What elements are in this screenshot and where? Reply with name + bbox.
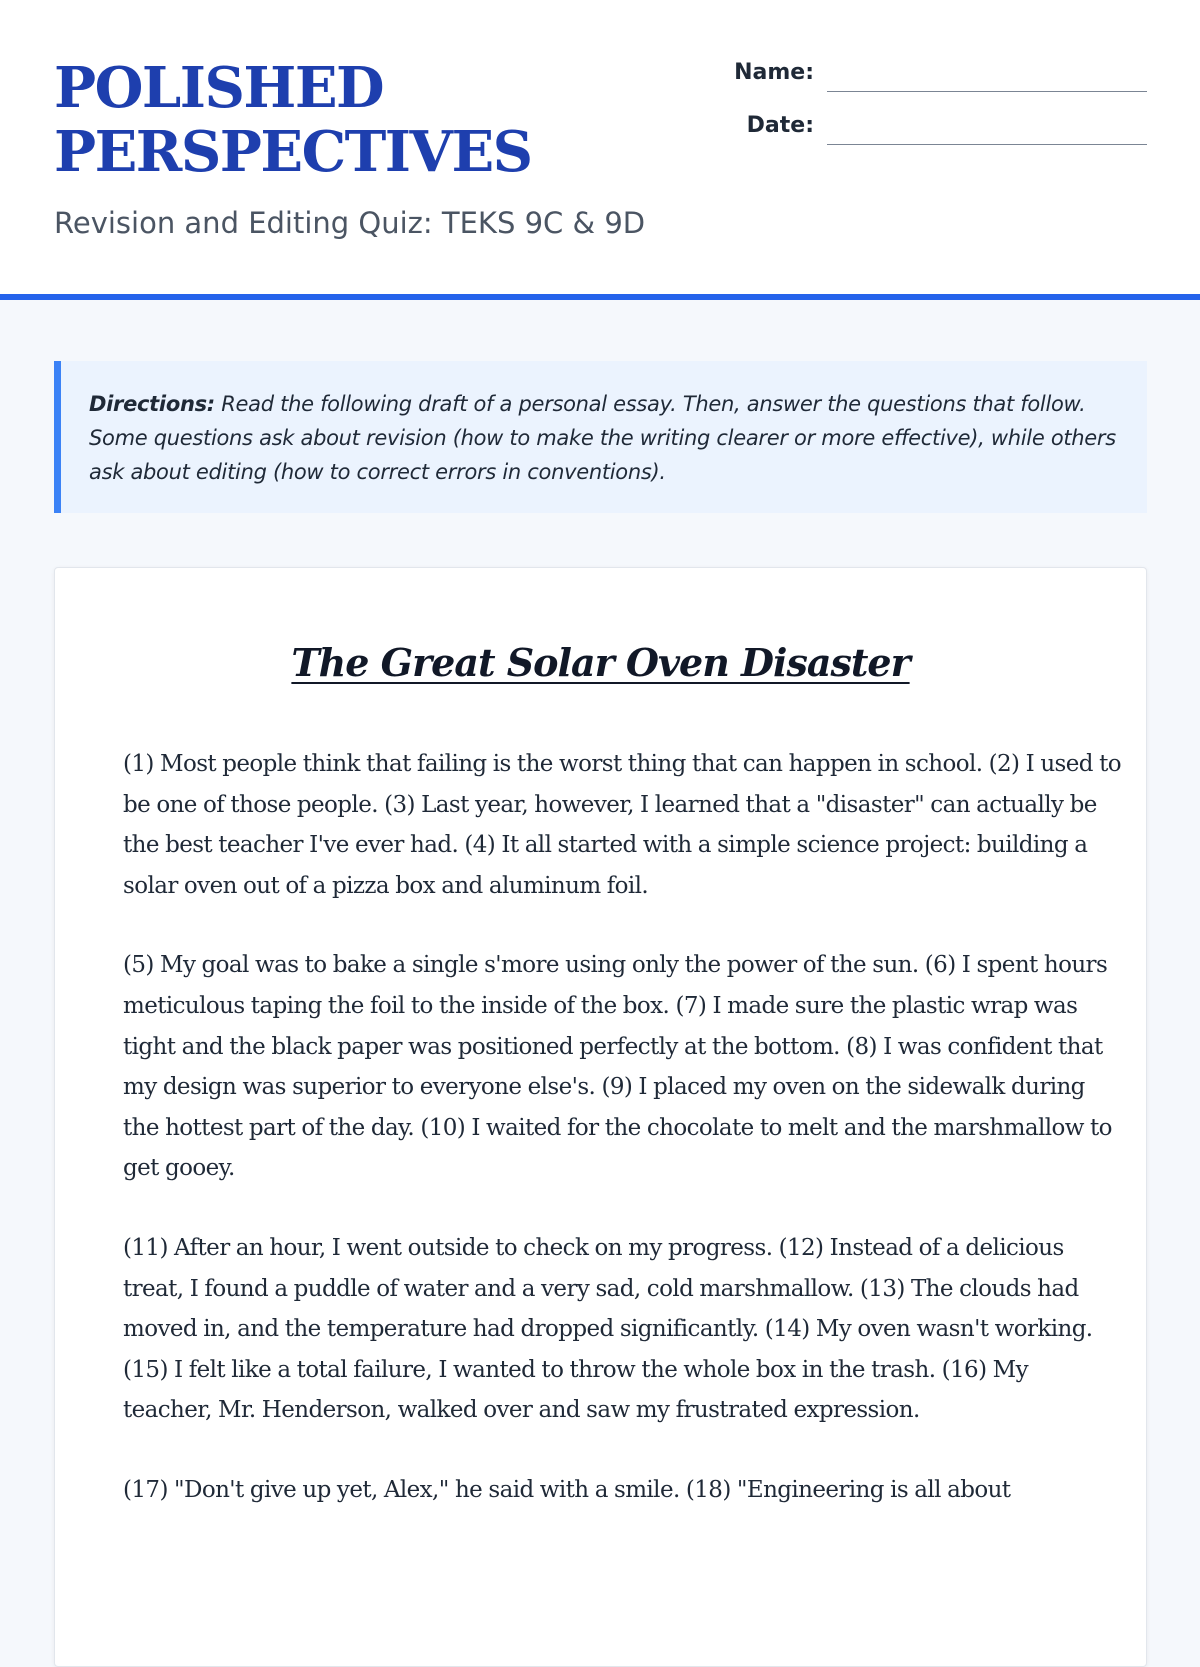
name-field-row bbox=[700, 60, 1148, 100]
essay-body bbox=[123, 744, 1123, 1550]
directions-box bbox=[54, 361, 1147, 513]
essay-card bbox=[54, 567, 1147, 1667]
essay-paragraph-1: (1) Most people think that failing is the worst thing that can happen in school. (2) I used to be one of those people. (3) Last year, however, I learned that a "disaster" can actually be the best teacher I've ever had. (4) It all started with a simple science project: building a solar oven out of a pizza box and aluminum foil. bbox=[123, 751, 1121, 899]
name-label: Name: bbox=[734, 60, 814, 85]
essay-title bbox=[55, 640, 1146, 685]
essay-title-text: The Great Solar Oven Disaster bbox=[291, 640, 910, 685]
directions-label: Directions: bbox=[89, 392, 215, 416]
date-label: Date: bbox=[746, 113, 814, 138]
page-title: POLISHED PERSPECTIVES bbox=[54, 55, 532, 185]
name-input-line[interactable] bbox=[827, 91, 1147, 92]
page-header bbox=[0, 0, 1200, 300]
essay-paragraph-2: (5) My goal was to bake a single s'more using only the power of the sun. (6) I spent hours meticulous taping the foil to the inside of the box. (7) I made sure the plastic wrap was tight and the black paper was positioned perfectly at the bottom. (8) I was confident that my design was superior to everyone else's. (9) I placed my oven on the sidewalk during the hottest part of the day. (10) I waited for the chocolate to melt and the marshmallow to get gooey. bbox=[123, 952, 1112, 1182]
essay-paragraph-3: (11) After an hour, I went outside to check on my progress. (12) Instead of a delicious treat, I found a puddle of water and a very sad, cold marshmallow. (13) The clouds had moved in, and the temperature had dropped significantly. (14) My oven wasn't working. (15) I felt like a total failure, I wanted to throw the whole box in the trash. (16) My teacher, Mr. Henderson, walked over and saw my frustrated expression. bbox=[123, 1234, 1093, 1424]
directions-text: Read the following draft of a personal essay. Then, answer the questions that follow. Some questions ask about revision (how to make the writing clearer or more effective), while others ask about editing (how to correct errors in conventions). bbox=[89, 392, 1116, 484]
essay-paragraph-4: (17) "Don't give up yet, Alex," he said with a smile. (18) "Engineering is all about bbox=[123, 1476, 1011, 1503]
date-field-row bbox=[700, 113, 1148, 153]
quiz-subtitle: Revision and Editing Quiz: TEKS 9C & 9D bbox=[54, 206, 646, 240]
date-input-line[interactable] bbox=[827, 144, 1147, 145]
